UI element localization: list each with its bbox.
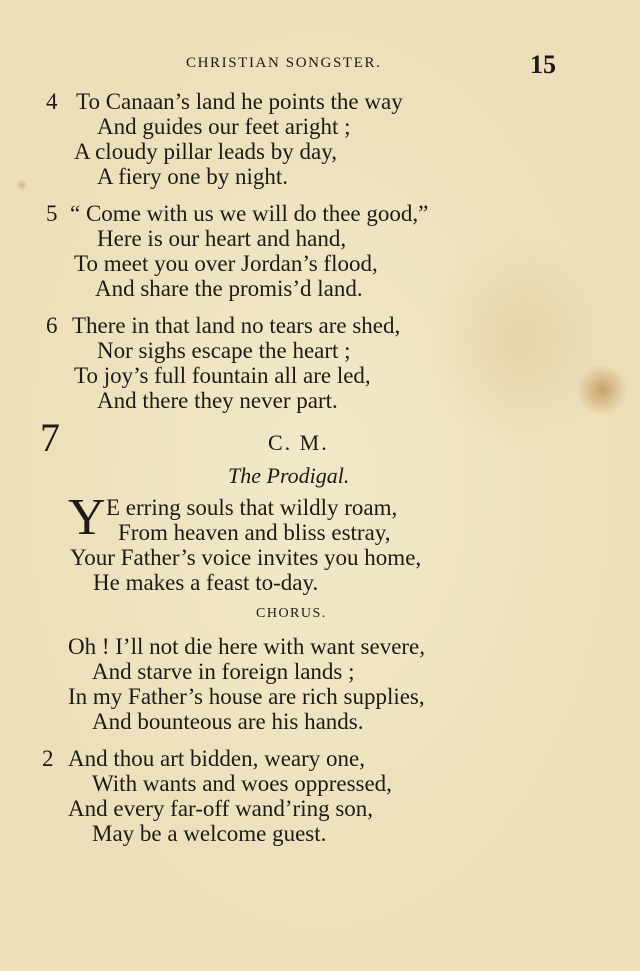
verse-line: He makes a feast to-day.	[93, 570, 319, 595]
verse-line: Oh ! I’ll not die here with want severe,	[68, 634, 426, 659]
verse-line: And there they never part.	[97, 388, 338, 413]
stanza-number: 5	[46, 201, 58, 226]
verse-line: A cloudy pillar leads by day,	[74, 139, 337, 164]
verse-line: From heaven and bliss estray,	[118, 520, 391, 545]
running-header	[0, 52, 640, 78]
verse-line: Your Father’s voice invites you home,	[70, 545, 422, 570]
verse-line: E erring souls that wildly roam,	[106, 495, 398, 520]
hymn-meter: C. M.	[268, 430, 329, 455]
chorus-label: CHORUS.	[256, 606, 327, 621]
verse-line: May be a welcome guest.	[92, 821, 327, 846]
stanza-number: 4	[46, 89, 58, 114]
verse-line: And share the promis’d land.	[95, 276, 363, 301]
verse-line: Nor sighs escape the heart ;	[97, 338, 351, 363]
hymn-title: The Prodigal.	[228, 463, 350, 488]
verse-line: With wants and woes oppressed,	[92, 771, 392, 796]
stanza-number: 6	[46, 313, 58, 338]
verse-line: In my Father’s house are rich supplies,	[68, 684, 425, 709]
verse-line: “ Come with us we will do thee good,”	[70, 201, 429, 226]
page-number: 15	[530, 50, 556, 79]
running-title: CHRISTIAN SONGSTER.	[186, 55, 382, 71]
verse-line: To meet you over Jordan’s flood,	[74, 251, 378, 276]
verse-line: There in that land no tears are shed,	[72, 313, 401, 338]
verse-line: And bounteous are his hands.	[92, 709, 364, 734]
verse-line: And every far-off wand’ring son,	[68, 796, 374, 821]
drop-cap: Y	[68, 489, 106, 546]
verse-line: Here is our heart and hand,	[97, 226, 347, 251]
stanza-number: 2	[42, 746, 54, 771]
verse-line: To joy’s full fountain all are led,	[74, 363, 371, 388]
verse-line: And thou art bidden, weary one,	[68, 746, 366, 771]
verse-line: To Canaan’s land he points the way	[76, 89, 403, 114]
verse-line: And guides our feet aright ;	[97, 114, 351, 139]
hymn-number: 7	[40, 415, 60, 460]
verse-line: A fiery one by night.	[97, 164, 288, 189]
verse-line: And starve in foreign lands ;	[92, 659, 355, 684]
